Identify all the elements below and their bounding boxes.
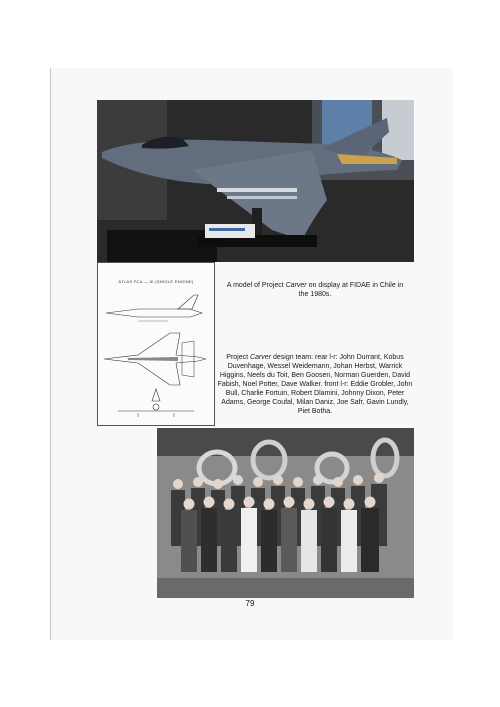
team-caption-pre: Project bbox=[226, 354, 251, 361]
team-caption-project-name: Carver bbox=[250, 354, 272, 361]
aircraft-model-photo bbox=[97, 100, 414, 262]
team-caption bbox=[216, 353, 414, 416]
technical-drawing bbox=[97, 262, 215, 426]
aircraft-three-view bbox=[98, 263, 214, 425]
model-caption-project-name: Carver bbox=[285, 282, 307, 289]
team-caption-post: design team: rear l-r: John Durrant, Kobus Duvenhage, Wessel Weidemann, Johan Herbst, Warrick Higgins, Neels du Toit, Ben Goosen, Norman Guerden, David Fabish, Noel Potter, Dave Walker. front l-r: Eddie Grobler, John Bull, Charlie Fortuin, Robert Dlamini, Johnny Dixon, Peter Adams, George Coufal, Milan Daniz, Joe Safr, Gavin Lundly, Piet Botha. bbox=[217, 354, 413, 415]
model-caption bbox=[222, 281, 408, 299]
drawing-title: ATLAS FCA — IE (SINGLE ENGINE) bbox=[118, 279, 194, 284]
model-caption-pre: A model of Project bbox=[226, 282, 286, 289]
design-team-photo bbox=[157, 428, 414, 598]
design-team-image bbox=[157, 428, 414, 598]
page-number: 79 bbox=[245, 599, 255, 608]
model-caption-post: on display at FIDAE in Chile in the 1980s. bbox=[298, 282, 404, 298]
aircraft-model-image bbox=[97, 100, 414, 262]
